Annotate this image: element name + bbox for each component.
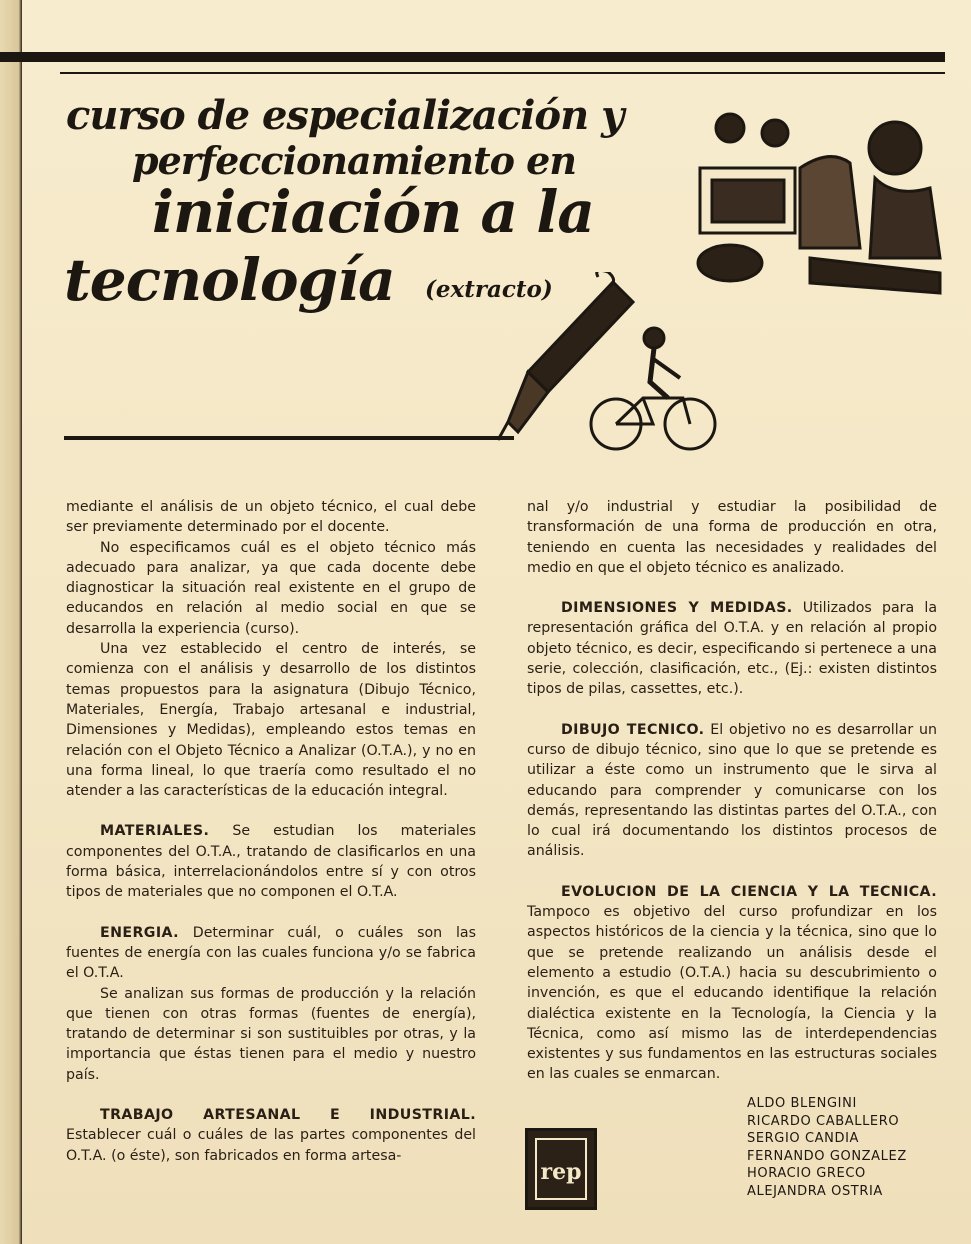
section-dimensiones <box>527 598 937 699</box>
section-heading: DIMENSIONES Y MEDIDAS. <box>561 600 793 617</box>
section-materiales <box>66 821 476 902</box>
author-name: HORACIO GRECO <box>747 1166 866 1181</box>
author-name: RICARDO CABALLERO <box>747 1113 900 1129</box>
left-column <box>66 497 476 1166</box>
section-text: Tampoco es objetivo del curso profundizar en los aspectos históricos de la ciencia y la técnica, sino que lo que se pretende realizando un análisis desde el elemento a estudio (O.T.A.) hacia su descubrimiento o invención, es que el educando identifique la relación dialéctica existente en la Tecnología, la Ciencia y la Técnica, como así mismo las de interdependencias existentes y sus fundamentos en las estructuras sociales en las cuales se enmarcan. <box>527 904 937 1083</box>
section-trabajo <box>66 1105 476 1166</box>
title-note: (extracto) <box>425 276 553 303</box>
section-dibujo <box>527 720 937 862</box>
header-rule-thin <box>60 72 945 74</box>
students-computer-illustration-icon <box>690 108 955 298</box>
rep-logo-icon <box>525 1128 597 1210</box>
author-name: FERNANDO GONZALEZ <box>747 1148 907 1164</box>
title-line-2: perfeccionamiento en <box>132 138 576 183</box>
right-column <box>527 497 937 1085</box>
paragraph: Una vez establecido el centro de interés, se comienza con el análisis y desarrollo de los distintos temas propuestos para la asignatura (Dibujo Técnico, Materiales, Energía, Trabajo artesanal e industrial, Dimensiones y Medidas), empleando estos temas en relación con el Objeto Técnico a Analizar (O.T.A.), y no en una forma lineal, lo que traería como resultado el no atender a las características de la educación integral. <box>66 641 476 800</box>
section-evolucion <box>527 882 937 1085</box>
paragraph: No especificamos cuál es el objeto técnico más adecuado para analizar, ya que cada docente debe diagnosticar la situación real existente en el grupo de educandos en relación al medio social en que se desarrolla la experiencia (curso). <box>66 539 476 637</box>
section-heading: MATERIALES. <box>100 823 210 840</box>
page-gutter <box>0 0 22 1244</box>
paragraph: nal y/o industrial y estudiar la posibilidad de transformación de una forma de producción en otra, teniendo en cuenta las necesidades y realidades del medio en que el objeto técnico es analizado. <box>527 499 937 576</box>
paragraph: Se analizan sus formas de producción y la relación que tienen con otras formas (fuentes de energía), tratando de determinar si son sustituibles por otras, y la importancia que éstas tienen para el medio y nuestro país. <box>66 985 476 1083</box>
authors-list <box>747 1095 947 1200</box>
author-name: ALEJANDRA OSTRIA <box>747 1183 883 1199</box>
section-text: Se estudian los materiales componentes del O.T.A., tratando de clasificarlos en una forma básica, interrelacionándolos entre sí y con otros tipos de materiales que no componen el O.T.A. <box>66 823 476 901</box>
title-line-1: curso de especialización y <box>66 92 624 139</box>
author-name: ALDO BLENGINI <box>747 1096 857 1111</box>
section-text: Utilizados para la representación gráfica del O.T.A. y en relación al propio objeto técnico, es decir, especificando si pertenece a una serie, colección, clasificación, etc., (Ej.: existen distintos tipos de pilas, cassettes, etc.). <box>527 600 938 698</box>
section-energia <box>66 923 476 984</box>
title-line-4: tecnología <box>64 246 395 314</box>
paragraph: mediante el análisis de un objeto técnico, el cual debe ser previamente determinado por el docente. <box>66 499 476 536</box>
section-text: Establecer cuál o cuáles de las partes componentes del O.T.A. (o éste), son fabricados en forma artesa- <box>66 1127 476 1164</box>
section-heading: EVOLUCION DE LA CIENCIA Y LA TECNICA. <box>561 883 937 900</box>
header-rule-thick <box>0 52 945 62</box>
title-line-3: iniciación a la <box>152 178 594 246</box>
author-name: SERGIO CANDIA <box>747 1131 860 1146</box>
section-heading: DIBUJO TECNICO. <box>561 721 705 738</box>
title-underline <box>64 436 514 440</box>
section-text: Determinar cuál, o cuáles son las fuentes de energía con las cuales funciona y/o se fabrica el O.T.A. <box>66 924 476 982</box>
section-text: El objetivo no es desarrollar un curso de dibujo técnico, sino que lo que se pretende es utilizar a éste como un instrumento que le sirva al educando para comprender y comunicarse con los demás, representando las distintas partes del O.T.A., con lo cual irá documentando los distintos procesos de análisis. <box>527 721 938 860</box>
logo-text: rep <box>540 1159 582 1185</box>
section-heading: ENERGIA. <box>100 924 179 941</box>
cyclist-icon <box>588 320 718 460</box>
section-heading: TRABAJO ARTESANAL E INDUSTRIAL. <box>100 1107 476 1124</box>
